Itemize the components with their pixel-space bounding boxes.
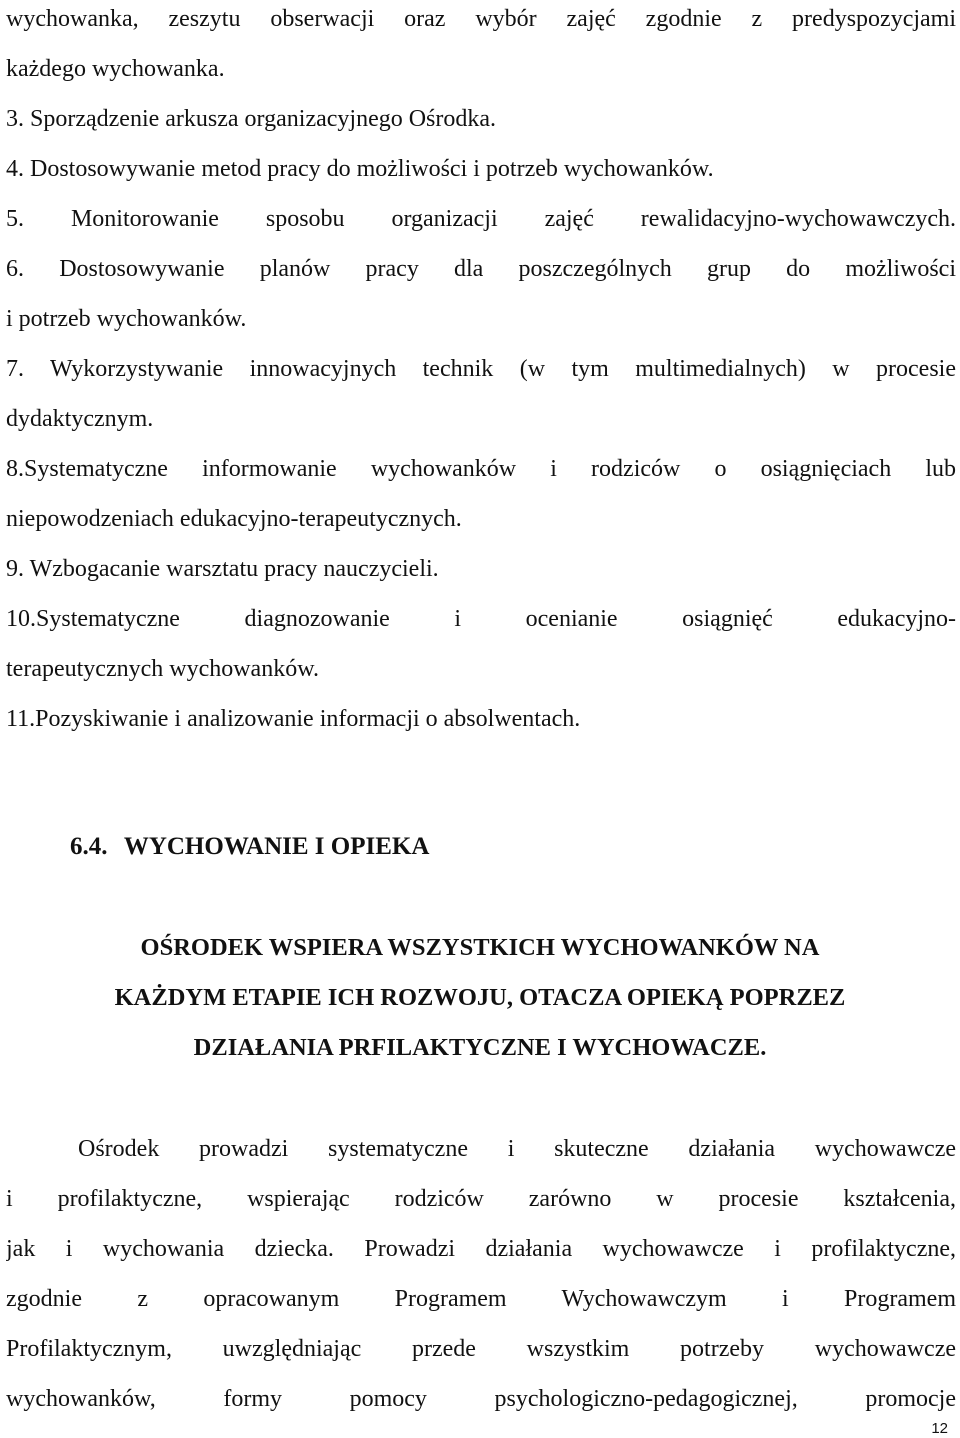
list-line: terapeutycznych wychowanków. [6, 656, 319, 682]
body-line: i profilaktyczne, wspierając rodziców zarówno w procesie kształcenia, [6, 1186, 956, 1212]
list-line: niepowodzeniach edukacyjno-terapeutycznych. [6, 506, 462, 532]
body-line: zgodnie z opracowanym Programem Wychowawczym i Programem [6, 1286, 956, 1312]
list-line: i potrzeb wychowanków. [6, 306, 247, 332]
body-line: jak i wychowania dziecka. Prowadzi działania wychowawcze i profilaktyczne, [6, 1236, 956, 1262]
lead-line: KAŻDYM ETAPIE ICH ROZWOJU, OTACZA OPIEKĄ POPRZEZ [114, 984, 846, 1011]
lead-line: OŚRODEK WSPIERA WSZYSTKICH WYCHOWANKÓW NA [140, 934, 820, 961]
list-item-9: 9. Wzbogacanie warsztatu pracy nauczycieli. [6, 556, 439, 582]
list-line: dydaktycznym. [6, 406, 154, 432]
section-number: 6.4. [70, 833, 108, 860]
list-item-11: 11.Pozyskiwanie i analizowanie informacji o absolwentach. [6, 706, 581, 732]
list-item-7: 7. Wykorzystywanie innowacyjnych technik (w tym multimedialnych) w procesie [6, 356, 956, 382]
list-item-10: 10.Systematyczne diagnozowanie i ocenianie osiągnięć edukacyjno- [6, 606, 956, 632]
list-item-8: 8.Systematyczne informowanie wychowanków i rodziców o osiągnięciach lub [6, 456, 956, 482]
body-line: Profilaktycznym, uwzględniając przede wszystkim potrzeby wychowawcze [6, 1336, 956, 1362]
list-item-6: 6. Dostosowywanie planów pracy dla poszczególnych grup do możliwości [6, 256, 956, 282]
lead-line: DZIAŁANIA PRFILAKTYCZNE I WYCHOWACZE. [193, 1034, 767, 1061]
section-title: WYCHOWANIE I OPIEKA [123, 833, 430, 860]
section-heading [70, 830, 429, 864]
list-line: każdego wychowanka. [6, 56, 225, 82]
list-item-3: 3. Sporządzenie arkusza organizacyjnego Ośrodka. [6, 106, 497, 132]
body-line: Ośrodek prowadzi systematyczne i skuteczne działania wychowawcze [78, 1136, 956, 1162]
page-number: 12 [931, 1420, 948, 1437]
list-line: wychowanka, zeszytu obserwacji oraz wybór zajęć zgodnie z predyspozycjami [6, 6, 956, 32]
body-line: wychowanków, formy pomocy psychologiczno-pedagogicznej, promocje [6, 1386, 956, 1412]
list-item-4: 4. Dostosowywanie metod pracy do możliwości i potrzeb wychowanków. [6, 156, 714, 182]
list-item-5: 5. Monitorowanie sposobu organizacji zajęć rewalidacyjno-wychowawczych. [6, 206, 956, 232]
